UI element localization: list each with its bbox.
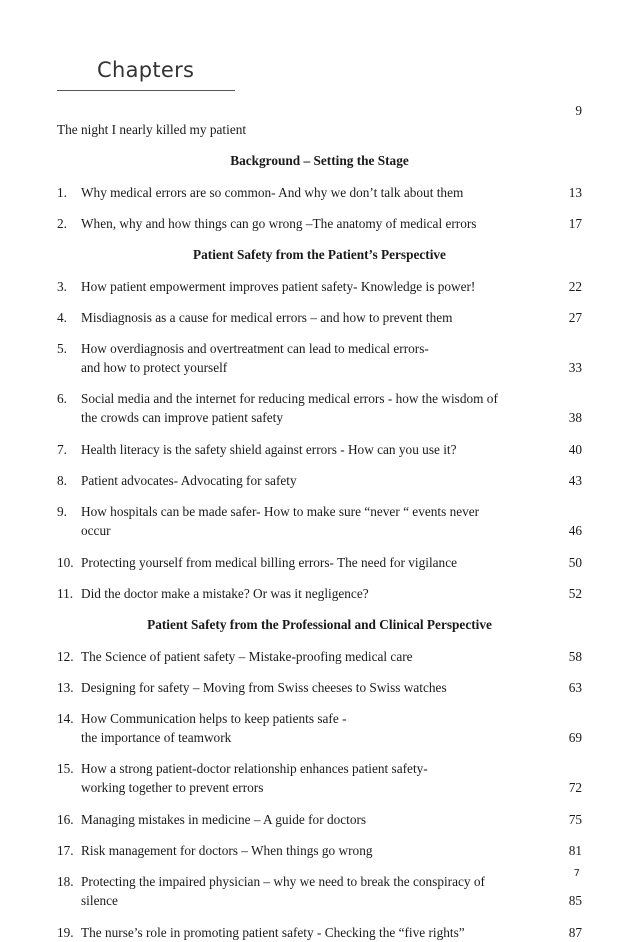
- toc-entry-title-line: Designing for safety – Moving from Swiss cheeses to Swiss watches: [81, 679, 447, 695]
- toc-entry-title-line: Managing mistakes in medicine – A guide for doctors: [81, 811, 367, 827]
- toc-entry-number: 7.: [57, 441, 67, 457]
- page-title: Chapters: [97, 58, 195, 82]
- toc-entry-title-line: the crowds can improve patient safety: [81, 410, 283, 426]
- toc-entry-title: The night I nearly killed my patient: [57, 122, 247, 137]
- toc-entry-title: [81, 277, 551, 296]
- toc-entry-title-line: How hospitals can be made safer- How to make sure “never “ events never: [81, 504, 480, 520]
- toc-entry-title: [81, 759, 551, 797]
- toc-entry-title-line: and how to protect yourself: [81, 360, 228, 376]
- toc-entry-number: 3.: [57, 278, 67, 294]
- toc-entry-title: [81, 709, 551, 747]
- toc-entry-title: [81, 502, 551, 540]
- toc-entry-page: 27: [568, 309, 582, 325]
- toc-entry-title-line: How a strong patient-doctor relationship enhances patient safety-: [81, 761, 428, 777]
- toc-entry-title-line: Misdiagnosis as a cause for medical errors – and how to prevent them: [81, 309, 453, 325]
- toc-entry-title-line: How patient empowerment improves patient safety- Knowledge is power!: [81, 278, 476, 294]
- toc-entry-title-line: Health literacy is the safety shield against errors - How can you use it?: [81, 441, 457, 457]
- toc-entry-number: 18.: [57, 874, 74, 890]
- toc-entry-page: 43: [568, 473, 582, 488]
- toc-entry-title-line: How overdiagnosis and overtreatment can lead to medical errors-: [81, 341, 429, 357]
- toc-entry-title-line: The nurse’s role in promoting patient safety - Checking the “five rights”: [81, 924, 465, 940]
- toc-entry[interactable]: [57, 502, 582, 540]
- toc-entry-title: [81, 308, 551, 327]
- toc-entry-title-line: Patient advocates- Advocating for safety: [81, 473, 297, 488]
- toc-entry-page: 13: [568, 184, 582, 200]
- toc-entry-title: [81, 678, 551, 697]
- toc-entry[interactable]: [57, 471, 582, 490]
- toc-entry-title-line: Risk management for doctors – When things go wrong: [81, 843, 373, 858]
- toc-entry-title: [81, 923, 551, 942]
- toc-entry-page: 17: [568, 215, 582, 231]
- page-number: 7: [573, 868, 580, 879]
- toc-entry[interactable]: [57, 339, 582, 377]
- toc-entry-number: 1.: [57, 184, 67, 200]
- section-heading: Patient Safety from the Patient’s Perspective: [193, 247, 446, 263]
- toc-entry-number: 4.: [57, 309, 67, 325]
- toc-entry-number: 19.: [57, 924, 74, 940]
- toc-entry-title: [81, 841, 551, 860]
- toc-entry-number: 2.: [57, 215, 67, 231]
- toc-entry-number: 10.: [57, 554, 74, 570]
- toc-entry[interactable]: [57, 759, 582, 797]
- toc-entry-number: 9.: [57, 504, 67, 520]
- toc-entry-page: 50: [568, 554, 582, 570]
- toc-entry-page: 22: [568, 278, 582, 294]
- toc-entry-number: 17.: [57, 843, 74, 858]
- toc-entry[interactable]: [57, 277, 582, 296]
- toc-entry-number: 14.: [57, 711, 74, 727]
- toc-entry-title-line: Did the doctor make a mistake? Or was it negligence?: [81, 585, 369, 601]
- toc-entry[interactable]: [57, 841, 582, 860]
- toc-entry-page: 38: [568, 410, 582, 426]
- toc-entry-title-line: When, why and how things can go wrong –The anatomy of medical errors: [81, 215, 477, 231]
- section-heading: Patient Safety from the Professional and Clinical Perspective: [147, 617, 492, 633]
- toc-entry-title: [81, 553, 551, 572]
- toc-entry[interactable]: [57, 810, 582, 829]
- toc-entry-number: 12.: [57, 648, 74, 664]
- toc-entry-page: 63: [568, 679, 582, 695]
- toc-entry[interactable]: [57, 709, 582, 747]
- toc-entry-title: [81, 647, 551, 666]
- toc-entry[interactable]: [57, 872, 582, 910]
- toc-entry-title: [81, 440, 551, 459]
- toc-entry[interactable]: [57, 440, 582, 459]
- toc-entry-page: 33: [568, 360, 582, 376]
- toc-entry-title: [81, 183, 551, 202]
- toc-entry-page: 72: [568, 780, 582, 796]
- toc-entry-page: 58: [568, 648, 582, 664]
- toc-entry-page: 40: [568, 441, 582, 457]
- toc-entry-page: 46: [568, 523, 582, 539]
- toc-entry-title-line: the importance of teamwork: [81, 730, 232, 746]
- toc-entry-page: 87: [568, 924, 582, 940]
- toc-entry[interactable]: [57, 214, 582, 233]
- toc-entry-number: 13.: [57, 679, 74, 695]
- toc-entry-title: [81, 872, 551, 910]
- toc-entry-title-line: occur: [81, 523, 111, 539]
- toc-entry-page: 81: [568, 843, 582, 858]
- toc-entry-title-line: The Science of patient safety – Mistake-proofing medical care: [81, 648, 413, 664]
- toc-entry-title-line: working together to prevent errors: [81, 780, 264, 796]
- toc-entry-page: 69: [568, 730, 582, 746]
- toc-entry[interactable]: [57, 584, 582, 603]
- toc-entry-page: 85: [568, 893, 582, 909]
- toc-entry-number: 6.: [57, 391, 67, 407]
- toc-entry[interactable]: [57, 678, 582, 697]
- toc-entry-number: 15.: [57, 761, 74, 777]
- toc-entry[interactable]: [57, 553, 582, 572]
- toc-entry-page: 75: [568, 811, 582, 827]
- toc-entry-title-line: How Communication helps to keep patients safe -: [81, 711, 347, 727]
- toc-entry-title: [81, 214, 551, 233]
- toc-entry-number: 16.: [57, 811, 74, 827]
- toc-entry-title-line: Protecting the impaired physician – why we need to break the conspiracy of: [81, 874, 485, 890]
- toc-entry[interactable]: [57, 183, 582, 202]
- toc-entry-number: 5.: [57, 341, 67, 357]
- toc-entry-title: [81, 471, 551, 490]
- toc-entry-title: [81, 810, 551, 829]
- toc-entry-page: 52: [568, 585, 582, 601]
- toc-entry-title: [81, 389, 551, 427]
- toc-entry-title-line: Social media and the internet for reducing medical errors - how the wisdom of: [81, 391, 498, 407]
- toc-entry-number: 11.: [57, 585, 74, 601]
- toc-entry[interactable]: [57, 308, 582, 327]
- heading-underline: [57, 90, 235, 91]
- toc-entry-page: 9: [575, 103, 582, 118]
- section-heading: Background – Setting the Stage: [230, 153, 409, 169]
- toc-entry-title-line: silence: [81, 893, 118, 909]
- toc-entry-title: [81, 584, 551, 603]
- toc-entry-title-line: Why medical errors are so common- And why we don’t talk about them: [81, 184, 464, 200]
- toc-entry[interactable]: [57, 389, 582, 427]
- toc-entry-title: [81, 339, 551, 377]
- toc-entry-number: 8.: [57, 473, 67, 488]
- toc-entry[interactable]: [57, 923, 582, 942]
- toc-entry[interactable]: [57, 647, 582, 666]
- toc-entry-title-line: Protecting yourself from medical billing errors- The need for vigilance: [81, 554, 458, 570]
